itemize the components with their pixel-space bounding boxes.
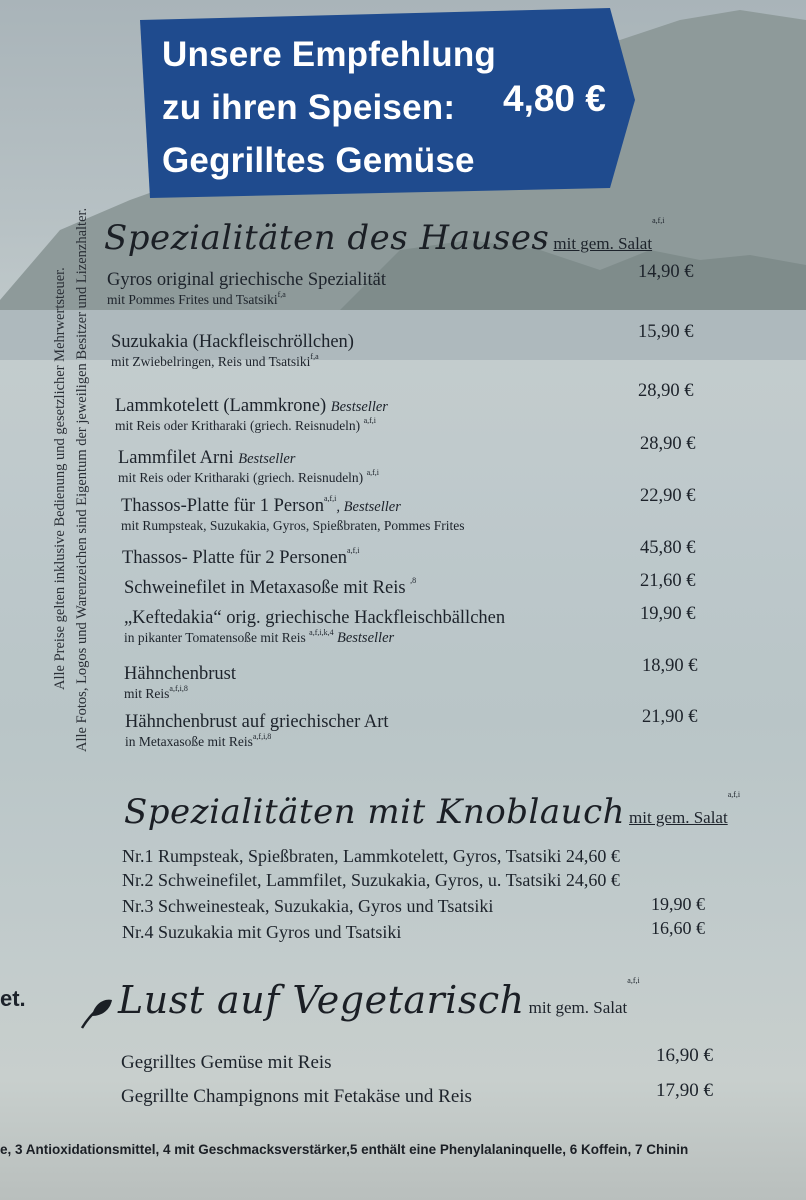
combo-name: Nr.4 Suzukakia mit Gyros und Tsatsiki — [122, 922, 402, 942]
item-name: Hähnchenbrust — [124, 664, 236, 684]
menu-item — [118, 448, 379, 486]
menu-item — [124, 578, 416, 599]
menu-item — [125, 712, 389, 750]
menu-item — [124, 608, 505, 647]
combo-price: 16,60 € — [651, 918, 705, 938]
item-description: mit Reis — [124, 686, 170, 701]
veg-item-price: 16,90 € — [656, 1045, 713, 1066]
item-allergens: a,f,i — [323, 494, 337, 503]
item-price: 18,90 € — [642, 656, 698, 676]
veg-item-name: Gegrillte Champignons mit Fetakäse und Reis — [121, 1086, 472, 1107]
item-price: 22,90 € — [640, 486, 696, 506]
banner-line-3: Gegrilltes Gemüse — [162, 141, 475, 180]
item-description: mit Zwiebelringen, Reis und Tsatsiki — [111, 354, 311, 369]
banner-price: 4,80 € — [503, 78, 606, 119]
item-name: Suzukakia (Hackfleischröllchen) — [111, 332, 354, 352]
veg-section-heading — [118, 978, 640, 1022]
veg-item-name: Gegrilltes Gemüse mit Reis — [121, 1052, 332, 1073]
item-price: 21,90 € — [642, 707, 698, 727]
bestseller-tag: Bestseller — [238, 451, 296, 467]
item-price: 14,90 € — [638, 262, 694, 282]
banner-line-2: zu ihren Speisen: — [162, 88, 456, 127]
item-allergens: a,f,i — [366, 468, 379, 477]
item-name: Gyros original griechische Spezialität — [107, 270, 386, 290]
item-price: 28,90 € — [638, 381, 694, 401]
veg-section-subtitle: mit gem. Salat — [528, 998, 628, 1017]
item-name: Thassos-Platte für 1 Person — [121, 496, 324, 516]
item-description: in pikanter Tomatensoße mit Reis — [124, 630, 306, 645]
house-section-heading — [104, 218, 665, 258]
combo-price: 24,60 € — [565, 870, 620, 890]
leaf-icon — [78, 996, 114, 1030]
menu-item — [107, 270, 386, 308]
combo-name: Nr.1 Rumpsteak, Spießbraten, Lammkotelett, Gyros, Tsatsiki — [122, 846, 562, 866]
item-description: mit Reis oder Kritharaki (griech. Reisnudeln) — [115, 418, 361, 433]
house-subtitle-allergens: a,f,i — [652, 216, 665, 225]
item-price: 45,80 € — [640, 538, 696, 558]
side-note-prices: Alle Preise gelten inklusive Bedienung und gesetzlicher Mehrwertsteuer. — [52, 267, 68, 690]
veg-item-price: 17,90 € — [656, 1080, 713, 1101]
cropped-text-fragment: et. — [0, 986, 26, 1011]
combo-price: 19,90 € — [651, 894, 705, 914]
garlic-section-title: Spezialitäten mit Knoblauch — [124, 792, 626, 832]
item-allergens: a,f,i — [363, 416, 376, 425]
item-allergens: a,f,i — [347, 546, 360, 555]
veg-section-title: Lust auf Vegetarisch — [118, 978, 525, 1022]
combo-name: Nr.2 Schweinefilet, Lammfilet, Suzukakia, Gyros, u. Tsatsiki — [122, 870, 562, 890]
banner-line-1: Unsere Empfehlung — [162, 35, 497, 74]
item-name: „Keftedakia“ orig. griechische Hackfleischbällchen — [124, 608, 506, 628]
item-price: 19,90 € — [640, 604, 696, 624]
house-section-title: Spezialitäten des Hauses — [104, 218, 550, 258]
item-price: 21,60 € — [640, 571, 696, 591]
item-allergens: ,8 — [410, 576, 417, 585]
item-name: Lammfilet Arni — [118, 448, 234, 468]
menu-item — [115, 396, 388, 434]
item-name: Schweinefilet in Metaxasoße mit Reis — [124, 578, 406, 598]
menu-item — [122, 548, 359, 569]
item-allergens: a,f,i,k,4 — [309, 628, 334, 637]
item-name: Hähnchenbrust auf griechischer Art — [125, 712, 389, 732]
item-price: 15,90 € — [638, 322, 694, 342]
combo-item — [122, 896, 493, 917]
item-allergens: a,f,i,8 — [169, 684, 188, 693]
combo-name: Nr.3 Schweinesteak, Suzukakia, Gyros und Tsatsiki — [122, 896, 494, 916]
combo-price: 24,60 € — [565, 846, 620, 866]
item-description: mit Reis oder Kritharaki (griech. Reisnudeln) — [118, 470, 364, 485]
item-allergens: f,a — [277, 290, 286, 299]
allergen-footnote: e, 3 Antioxidationsmittel, 4 mit Geschmacksverstärker,5 enthält eine Phenylalaninquelle, 6 Koffein, 7 Chinin — [0, 1142, 689, 1157]
veg-subtitle-allergens: a,f,i — [627, 976, 640, 985]
banner-text — [162, 28, 496, 187]
item-name: Lammkotelett (Lammkrone) — [115, 396, 327, 416]
menu-item — [124, 664, 236, 702]
house-section-subtitle: mit gem. Salat — [553, 234, 653, 253]
menu-item — [121, 496, 464, 534]
combo-item — [122, 846, 620, 867]
item-allergens: f,a — [310, 352, 319, 361]
garlic-subtitle-allergens: a,f,i — [727, 790, 741, 799]
bestseller-tag: , Bestseller — [336, 499, 401, 515]
garlic-section-heading — [124, 792, 740, 832]
item-price: 28,90 € — [640, 434, 696, 454]
side-note-copyright: Alle Fotos, Logos und Warenzeichen sind Eigentum der jeweiligen Besitzer und Lizenzhalter. — [74, 207, 90, 752]
item-description: in Metaxasoße mit Reis — [125, 734, 253, 749]
combo-item — [122, 870, 620, 891]
garlic-section-subtitle: mit gem. Salat — [629, 808, 728, 827]
item-description: mit Rumpsteak, Suzukakia, Gyros, Spießbraten, Pommes Frites — [121, 518, 465, 533]
bestseller-tag: Bestseller — [330, 399, 388, 415]
combo-item — [122, 922, 401, 943]
bestseller-tag: Bestseller — [336, 630, 395, 646]
item-allergens: a,f,i,8 — [252, 732, 272, 741]
item-name: Thassos- Platte für 2 Personen — [122, 548, 348, 568]
menu-item — [111, 332, 354, 370]
item-description: mit Pommes Frites und Tsatsiki — [107, 292, 278, 307]
